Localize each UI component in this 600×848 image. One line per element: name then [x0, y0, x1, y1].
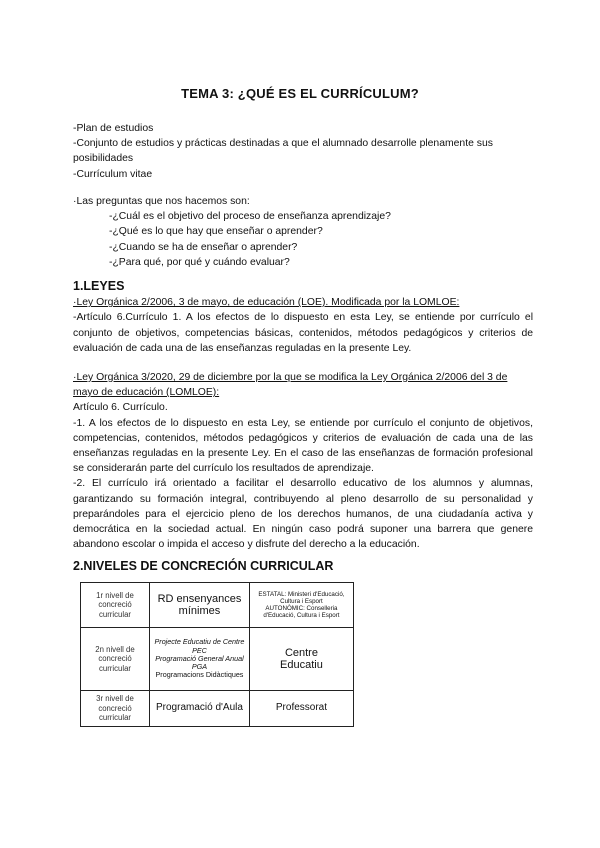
law1-text: -Artículo 6.Currículo 1. A los efectos de lo dispuesto en esta Ley, se entiende por currículo el conjunto de objetivos, competencias básicas, contenidos, métodos pedagógicos y criterios de evaluación de cada una de las enseñanzas reguladas en la presente Ley. [73, 312, 533, 354]
table-row [81, 691, 354, 727]
document-cell [150, 691, 250, 727]
intro-list [73, 121, 533, 182]
document-line: Programació General Anual [155, 653, 244, 663]
document-line: RD ensenyances mínimes [157, 592, 242, 617]
agent-line: Educatiu [280, 659, 323, 671]
niveles-section [73, 559, 533, 575]
niveles-heading: 2.NIVELES DE CONCRECIÓN CURRICULAR [73, 559, 334, 573]
document-cell [150, 583, 250, 628]
law2-paragraph-1: -1. A los efectos de lo dispuesto en esta Ley, se entiende por currículo el conjunto de objetivos, competencias, contenidos, métodos pedagógicos y criterios de evaluación de cada una de las enseñanzas reguladas en la presente Ley. En el caso de las enseñanzas de formación profesional se considerarán parte del currículo los resultados de aprendizaje. [73, 417, 533, 475]
agent-line: AUTONÒMIC: Conselleria d'Educació, Cultura i Esport [263, 605, 340, 620]
document-line: Programació d'Aula [155, 702, 243, 714]
agent-line: Professorat [275, 702, 328, 714]
agent-line: ESTATAL: Ministeri d'Educació, Cultura i Esport [258, 590, 345, 605]
question-item: -¿Cuando se ha de enseñar o aprender? [109, 241, 298, 253]
level-cell: 2n nivell de concreció curricular [81, 628, 150, 691]
intro-item: -Currículum vitae [73, 168, 153, 180]
agent-line: Centre [284, 646, 318, 659]
questions-section [73, 194, 533, 270]
intro-item: -Conjunto de estudios y prácticas destinadas a que el alumnado desarrolle plenamente sus posibilidades [73, 138, 493, 165]
question-item: -¿Para qué, por qué y cuándo evaluar? [109, 256, 290, 268]
law2-section [73, 370, 533, 552]
document-line: PGA [191, 662, 208, 672]
agent-cell [249, 628, 353, 691]
question-item: -¿Qué es lo que hay que enseñar o aprender? [109, 226, 323, 238]
level-cell: 3r nivell de concreció curricular [81, 691, 150, 727]
document-cell [150, 628, 250, 691]
agent-cell [249, 583, 353, 628]
agent-cell [249, 691, 353, 727]
law2-article: Artículo 6. Currículo. [73, 402, 168, 414]
leyes-heading: 1.LEYES [73, 279, 125, 293]
law1-title: ·Ley Orgánica 2/2006, 3 de mayo, de educación (LOE). Modificada por la LOMLOE: [73, 297, 460, 309]
document-line: Projecte Educatiu de Centre [154, 637, 245, 647]
leyes-section [73, 279, 533, 356]
questions-intro: ·Las preguntas que nos hacemos son: [73, 196, 250, 207]
level-cell: 1r nivell de concreció curricular [81, 583, 150, 628]
document-line: Programacions Didàctiques [155, 670, 244, 680]
question-item: -¿Cuál es el objetivo del proceso de enseñanza aprendizaje? [109, 211, 391, 223]
document-line: PEC [192, 645, 207, 655]
intro-item: -Plan de estudios [73, 123, 154, 134]
law2-title: ·Ley Orgánica 3/2020, 29 de diciembre por la que se modifica la Ley Orgánica 2/2006 del 3 de mayo de educación (LOMLOE): [73, 372, 508, 399]
law2-paragraph-2: -2. El currículo irá orientado a facilitar el desarrollo educativo de los alumnos y alumnas, garantizando su formación integral, contribuyendo al pleno desarrollo de su personalidad y preparándoles para el ejercicio pleno de los derechos humanos, de una ciudadanía activa y democrática en la sociedad actual. En ningún caso podrá suponer una barrera que genere abandono escolar o impida el acceso y disfrute del derecho a la educación. [73, 478, 533, 551]
table-row [81, 583, 354, 628]
concrecion-table [80, 582, 354, 727]
page-title: TEMA 3: ¿QUÉ ES EL CURRÍCULUM? [181, 86, 419, 101]
table-row [81, 628, 354, 691]
